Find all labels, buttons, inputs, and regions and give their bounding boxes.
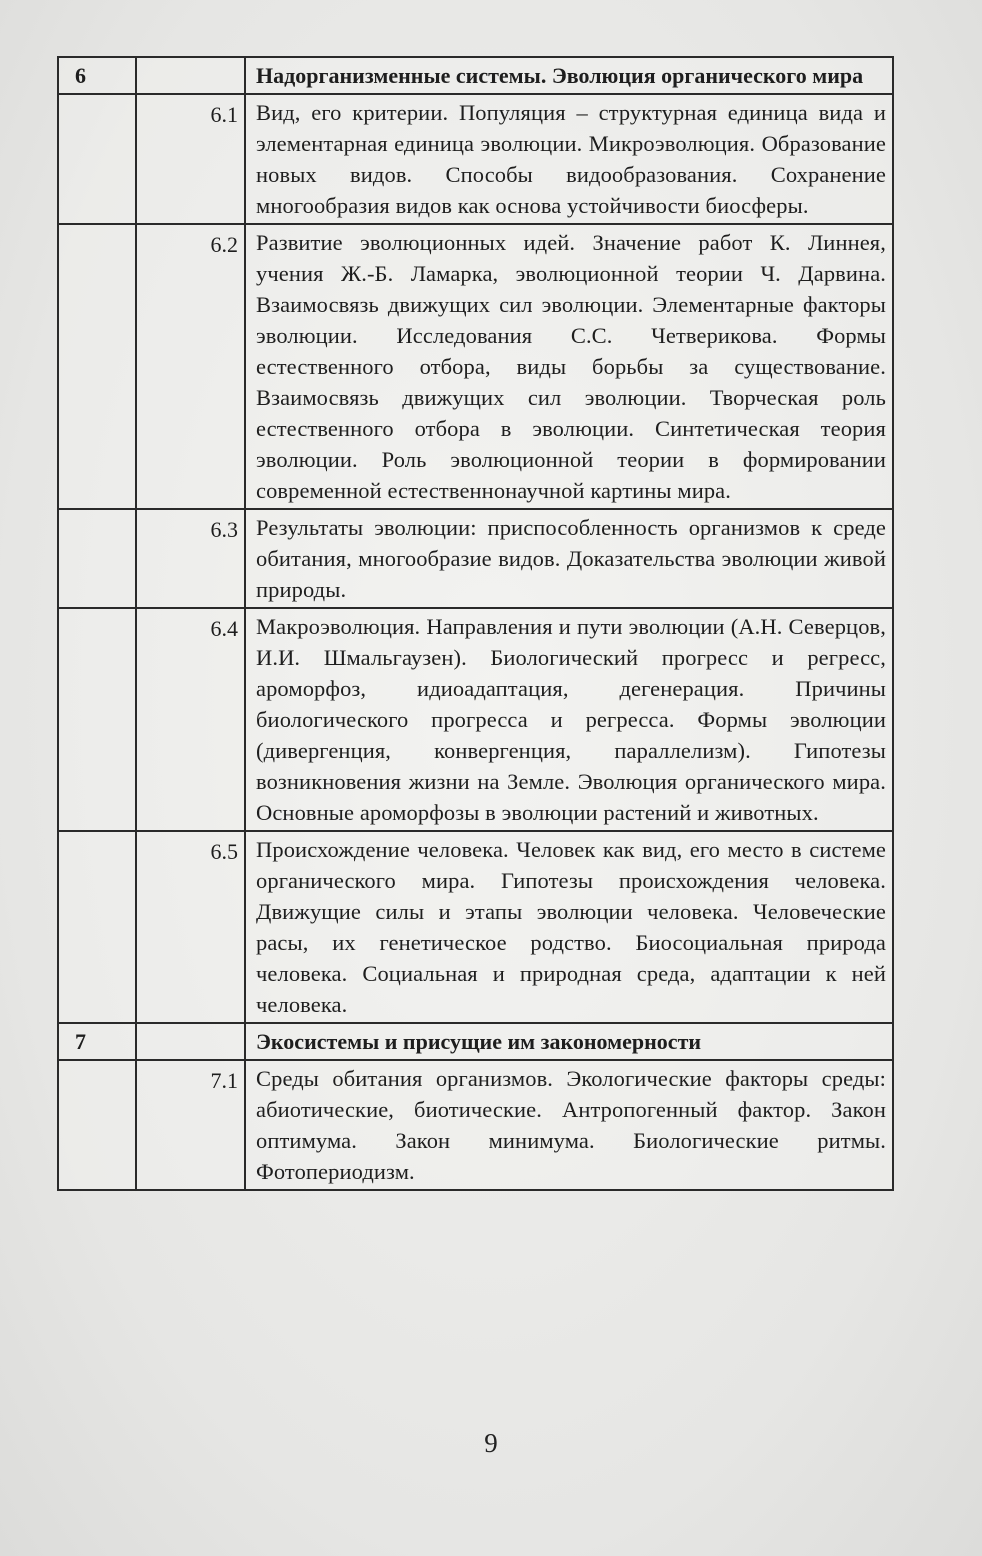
section-number: 6 [75,63,86,88]
subsection-number-cell [136,1060,245,1190]
topic-text: Происхождение человека. Человек как вид, его место в системе органического мира. Гипотезы происхождения человека. Движущие силы и этапы эволюции человека. Человеческие расы, их генетическое родство. Биосоциальная природа человека. Социальная и природная среда, адаптации к ней человека. [256,837,886,1017]
section-title-cell [245,1023,893,1060]
page-number: 9 [484,1428,498,1458]
subsection-number-cell [136,831,245,1023]
subsection-number-cell [136,57,245,94]
topic-row-7-1 [58,1060,893,1190]
section-number-cell [58,1060,136,1190]
topic-text-cell [245,509,893,608]
topic-text-cell [245,94,893,224]
section-title: Экосистемы и присущие им закономерности [256,1029,702,1054]
topic-row-6-4 [58,608,893,831]
subsection-number-cell [136,224,245,509]
topic-text-cell [245,1060,893,1190]
section-number-cell [58,224,136,509]
topic-text: Результаты эволюции: приспособленность организмов к среде обитания, многообразие видов. Доказательства эволюции живой природы. [256,515,886,602]
section-number-cell [58,1023,136,1060]
topic-text-cell [245,831,893,1023]
topic-row-6-2 [58,224,893,509]
subsection-number-cell [136,94,245,224]
section-title-cell [245,57,893,94]
subsection-number: 6.2 [210,232,238,257]
subsection-number: 6.3 [210,517,238,542]
topic-row-6-1 [58,94,893,224]
subsection-number-cell [136,509,245,608]
subsection-number-cell [136,608,245,831]
topic-text-cell [245,224,893,509]
topic-row-6-3 [58,509,893,608]
topic-text: Среды обитания организмов. Экологические факторы среды: абиотические, биотические. Антропогенный фактор. Закон оптимума. Закон минимума. Биологические ритмы. Фотопериодизм. [256,1066,886,1184]
section-number-cell [58,509,136,608]
section-number-cell [58,831,136,1023]
section-number-cell [58,94,136,224]
subsection-number-cell [136,1023,245,1060]
section-row-7 [58,1023,893,1060]
section-number-cell [58,608,136,831]
section-row-6 [58,57,893,94]
subsection-number: 6.4 [210,616,238,641]
section-title: Надорганизменные системы. Эволюция органического мира [256,63,864,88]
topic-text: Вид, его критерии. Популяция – структурная единица вида и элементарная единица эволюции. Микроэволюция. Образование новых видов. Способы видообразования. Сохранение многообразия видов как основа устойчивости биосферы. [256,100,886,218]
section-number-cell [58,57,136,94]
section-number: 7 [75,1029,86,1054]
subsection-number: 7.1 [210,1068,238,1093]
subsection-number: 6.1 [210,102,238,127]
topic-text-cell [245,608,893,831]
topic-row-6-5 [58,831,893,1023]
topic-text: Макроэволюция. Направления и пути эволюции (А.Н. Северцов, И.И. Шмальгаузен). Биологический прогресс и регресс, ароморфоз, идиоадаптация, дегенерация. Причины биологического прогресса и регресса. Формы эволюции (дивергенция, конвергенция, параллелизм). Гипотезы возникновения жизни на Земле. Эволюция органического мира. Основные ароморфозы в эволюции растений и животных. [256,614,886,825]
curriculum-table [57,56,894,1191]
subsection-number: 6.5 [210,839,238,864]
topic-text: Развитие эволюционных идей. Значение работ К. Линнея, учения Ж.-Б. Ламарка, эволюционной теории Ч. Дарвина. Взаимосвязь движущих сил эволюции. Элементарные факторы эволюции. Исследования С.С. Четверикова. Формы естественного отбора, виды борьбы за существование. Взаимосвязь движущих сил эволюции. Творческая роль естественного отбора в эволюции. Синтетическая теория эволюции. Роль эволюционной теории в формировании современной естественнонаучной картины мира. [256,230,886,503]
